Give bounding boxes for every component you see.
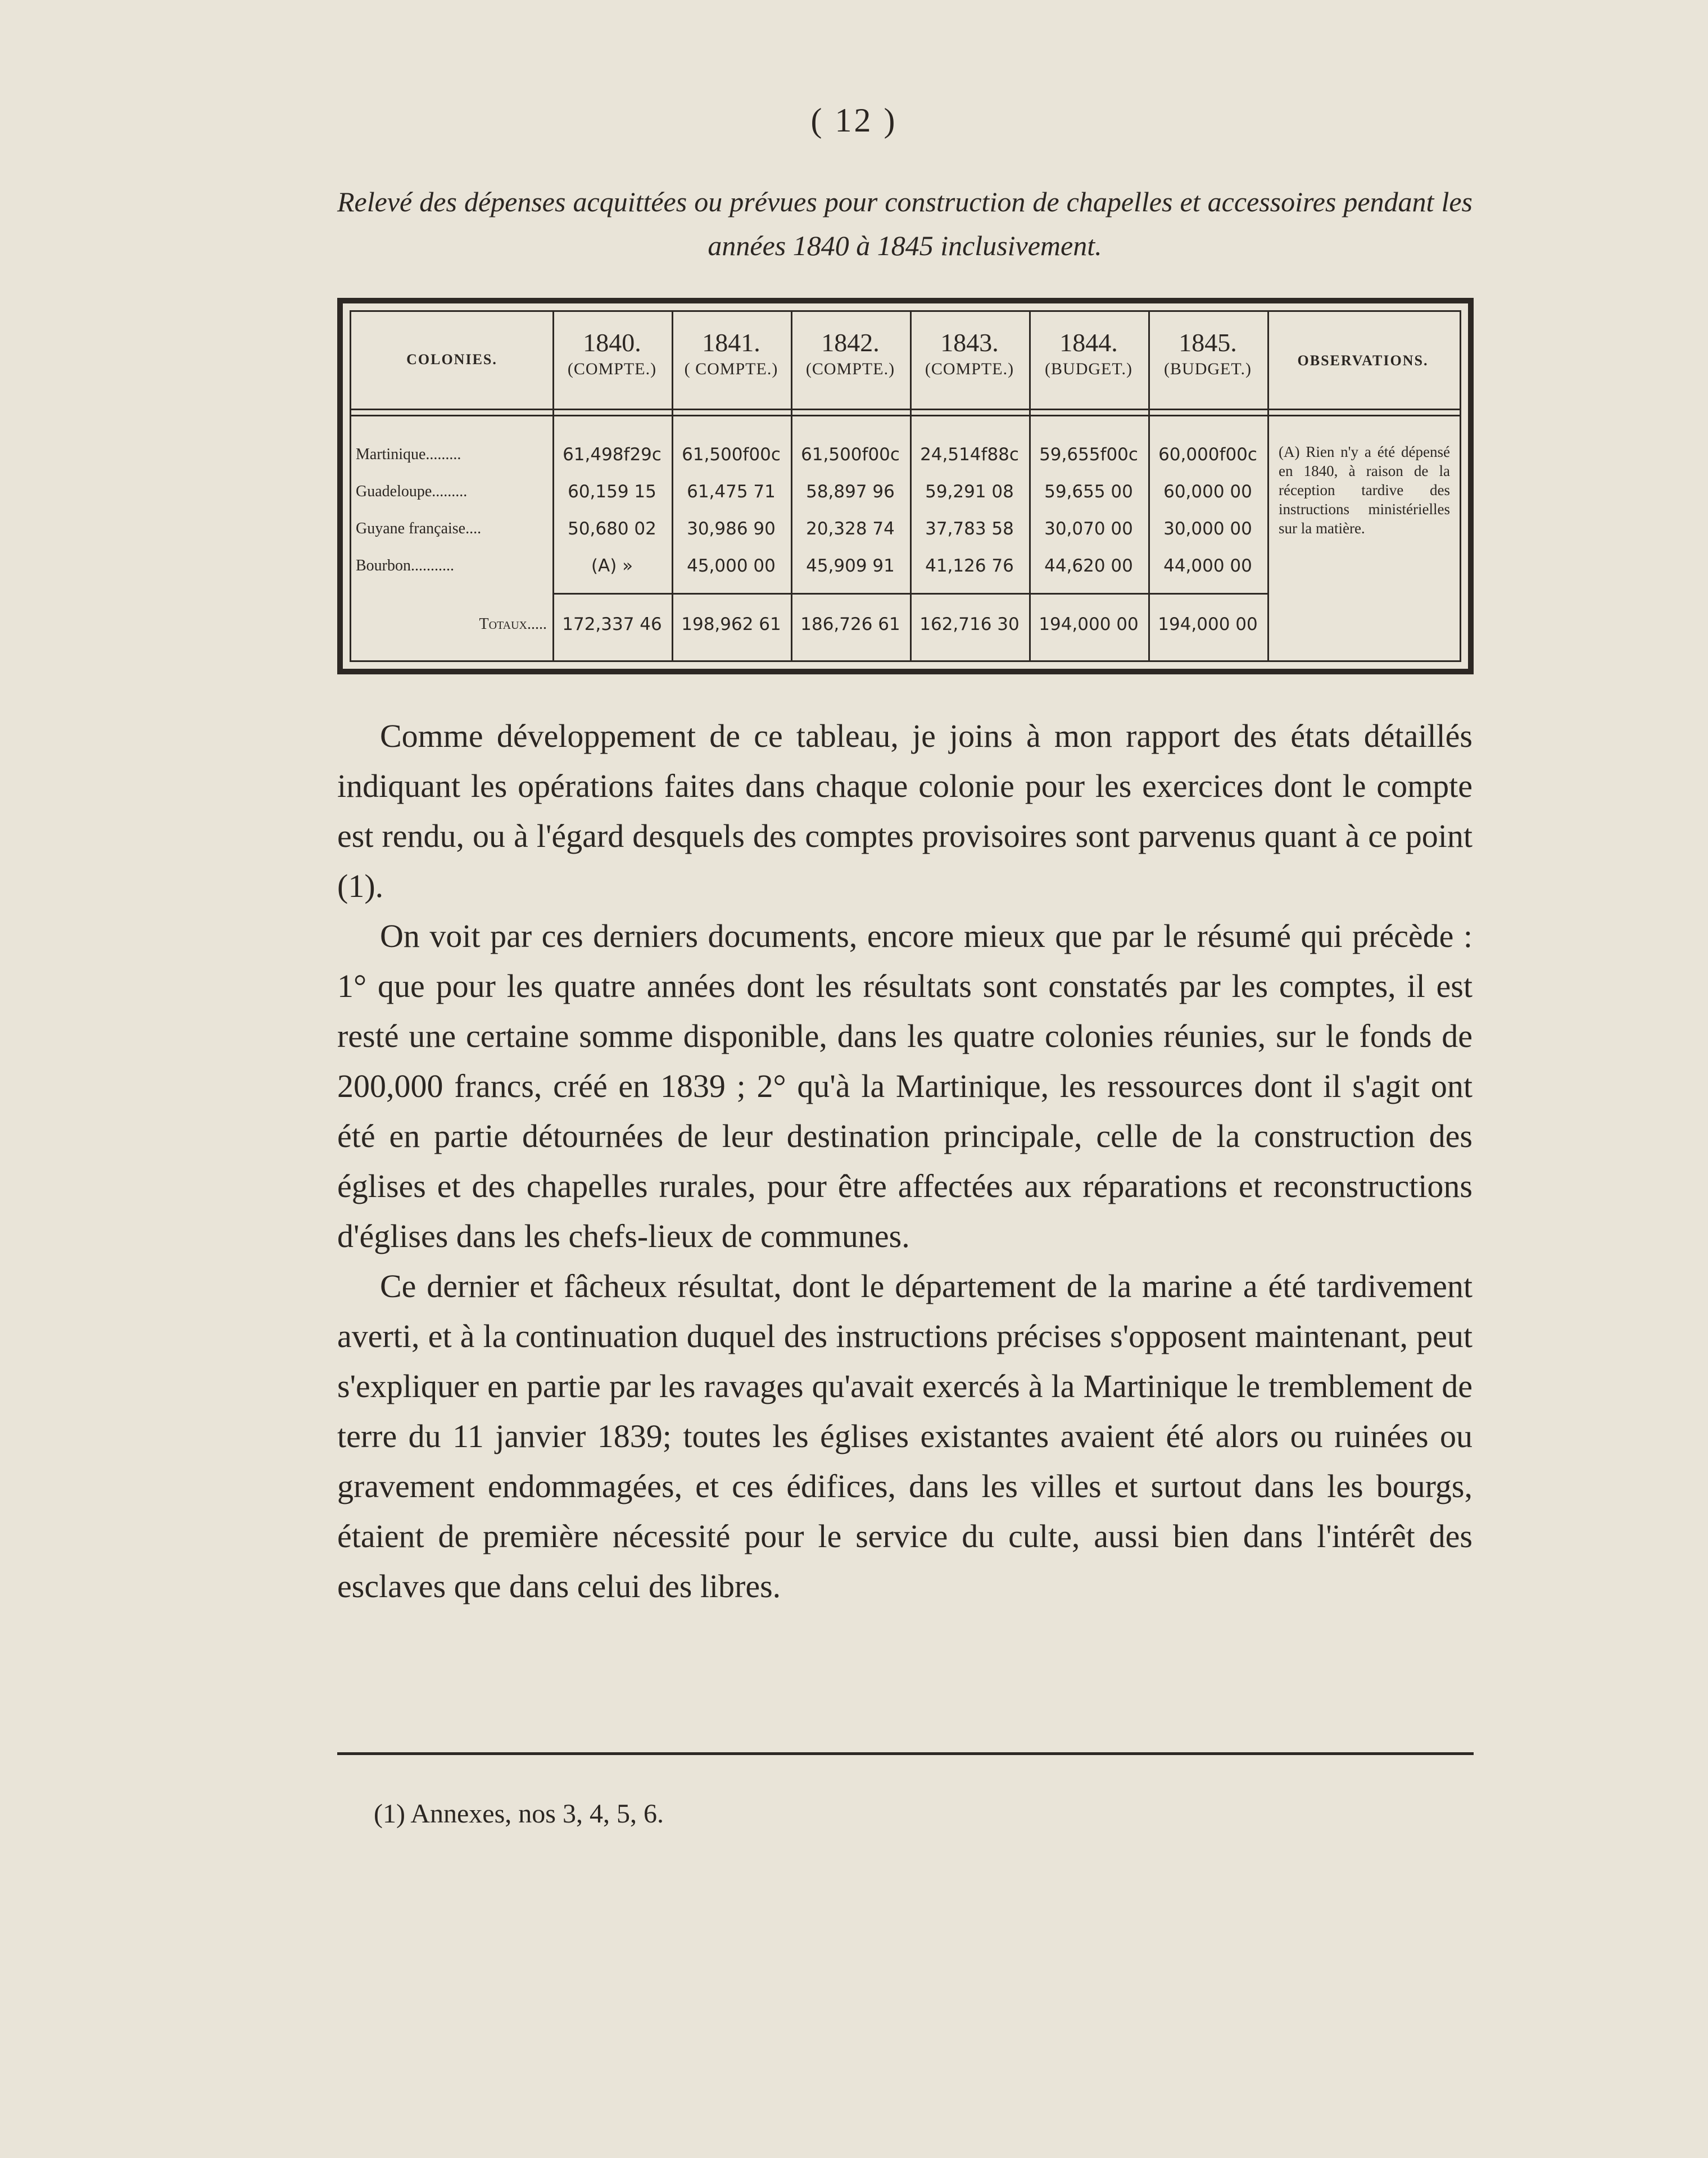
total-cell: 198,962 61 bbox=[681, 614, 781, 634]
table-cell: 30,000 00 bbox=[1163, 519, 1252, 539]
table-cell: 44,620 00 bbox=[1044, 556, 1133, 576]
footnote: (1) Annexes, nos 3, 4, 5, 6. bbox=[374, 1799, 664, 1829]
table-cell: 41,126 76 bbox=[925, 556, 1014, 576]
table-cell: 45,000 00 bbox=[687, 556, 776, 576]
year-label: 1840. bbox=[583, 328, 641, 357]
table-cell: 50,680 02 bbox=[568, 519, 656, 539]
total-cell: 186,726 61 bbox=[800, 614, 900, 634]
total-cell: 194,000 00 bbox=[1039, 614, 1139, 634]
footnote-rule bbox=[337, 1752, 1474, 1755]
body-text bbox=[337, 711, 1473, 1611]
expenses-table bbox=[337, 298, 1474, 674]
table-cell: 61,498f29c bbox=[563, 445, 662, 465]
table-cell: (A) » bbox=[591, 556, 633, 576]
table-cell: 30,986 90 bbox=[687, 519, 776, 539]
row-label-bourbon: Bourbon........... bbox=[356, 557, 454, 574]
total-cell: 162,716 30 bbox=[919, 614, 1020, 634]
table-cell: 24,514f88c bbox=[920, 445, 1019, 465]
year-header-2 bbox=[791, 328, 910, 380]
year-label: 1844. bbox=[1059, 328, 1118, 357]
total-cell: 194,000 00 bbox=[1158, 614, 1258, 634]
row-label-guyane: Guyane française.... bbox=[356, 520, 482, 537]
year-type-label: (COMPTE.) bbox=[925, 360, 1014, 378]
year-header-0 bbox=[552, 328, 672, 380]
table-cell: 58,897 96 bbox=[806, 482, 895, 502]
table-cell: 59,655f00c bbox=[1039, 445, 1138, 465]
header-separator bbox=[351, 409, 1460, 416]
year-header-4 bbox=[1029, 328, 1148, 380]
year-type-label: ( COMPTE.) bbox=[684, 360, 778, 378]
table-title: Relevé des dépenses acquittées ou prévues pour construction de chapelles et accessoires pendant les années 1840 à 1845 inclusivement. bbox=[337, 186, 1473, 261]
table-cell: 60,000f00c bbox=[1158, 445, 1257, 465]
year-header-5 bbox=[1148, 328, 1267, 380]
year-type-label: (BUDGET.) bbox=[1164, 360, 1252, 378]
year-label: 1842. bbox=[821, 328, 880, 357]
paragraph-2: On voit par ces derniers documents, encore mieux que par le résumé qui précède : 1° que pour les quatre années dont les résultats sont constatés par les comptes, il est resté une certaine somme disponible, dans les quatre colonies réunies, sur le fonds de 200,000 francs, créé en 1839 ; 2° qu'à la Martinique, les ressources dont il s'agit ont été en partie détournées de leur destination principale, celle de la construction des églises et des chapelles rurales, pour être affectées aux réparations et reconstructions d'églises dans les chefs-lieux de communes. bbox=[337, 918, 1473, 1254]
table-cell: 61,500f00c bbox=[682, 445, 781, 465]
year-header-1 bbox=[672, 328, 791, 380]
year-label: 1843. bbox=[940, 328, 999, 357]
table-cell: 61,500f00c bbox=[801, 445, 900, 465]
year-type-label: (COMPTE.) bbox=[805, 360, 895, 378]
table-cell: 61,475 71 bbox=[687, 482, 776, 502]
totals-separator bbox=[552, 593, 1267, 595]
table-cell: 60,000 00 bbox=[1163, 482, 1252, 502]
observation-note: (A) Rien n'y a été dépensé en 1840, à raison de la réception tardive des instructions ministérielles sur la matière. bbox=[1279, 443, 1450, 537]
page-number: ( 12 ) bbox=[810, 102, 898, 139]
row-label-guadeloupe: Guadeloupe......... bbox=[356, 483, 468, 500]
table-cell: 59,291 08 bbox=[925, 482, 1014, 502]
paragraph-1: Comme développement de ce tableau, je joins à mon rapport des états détaillés indiquant les opérations faites dans chaque colonie pour les exercices dont le compte est rendu, ou à l'égard desquels des comptes provisoires sont parvenus quant à ce point (1). bbox=[337, 718, 1473, 904]
year-header-3 bbox=[910, 328, 1029, 380]
table-cell: 37,783 58 bbox=[925, 519, 1014, 539]
table-cell: 60,159 15 bbox=[568, 482, 656, 502]
observations-header: OBSERVATIONS. bbox=[1297, 352, 1429, 369]
year-label: 1845. bbox=[1179, 328, 1237, 357]
table-cell: 45,909 91 bbox=[806, 556, 895, 576]
year-type-label: (BUDGET.) bbox=[1045, 360, 1132, 378]
table-cell: 30,070 00 bbox=[1044, 519, 1133, 539]
paragraph-3: Ce dernier et fâcheux résultat, dont le département de la marine a été tardivement averti, et à la continuation duquel des instructions précises s'opposent maintenant, peut s'expliquer en partie par les ravages qu'avait exercés à la Martinique le tremblement de terre du 11 janvier 1839; toutes les églises existantes avaient été alors ou ruinées ou gravement endommagées, et ces édifices, dans les villes et surtout dans les bourgs, étaient de première nécessité pour le service du culte, aussi bien dans l'intérêt des esclaves que dans celui des libres. bbox=[337, 1268, 1473, 1604]
year-label: 1841. bbox=[702, 328, 760, 357]
table-cell: 20,328 74 bbox=[806, 519, 895, 539]
row-label-martinique: Martinique......... bbox=[356, 446, 461, 463]
total-cell: 172,337 46 bbox=[562, 614, 662, 634]
table-cell: 59,655 00 bbox=[1044, 482, 1133, 502]
table-inner-frame bbox=[350, 310, 1461, 662]
table-cell: 44,000 00 bbox=[1163, 556, 1252, 576]
colonies-header: COLONIES. bbox=[406, 351, 497, 368]
totals-label: Totaux..... bbox=[479, 615, 547, 633]
year-type-label: (COMPTE.) bbox=[567, 360, 657, 378]
